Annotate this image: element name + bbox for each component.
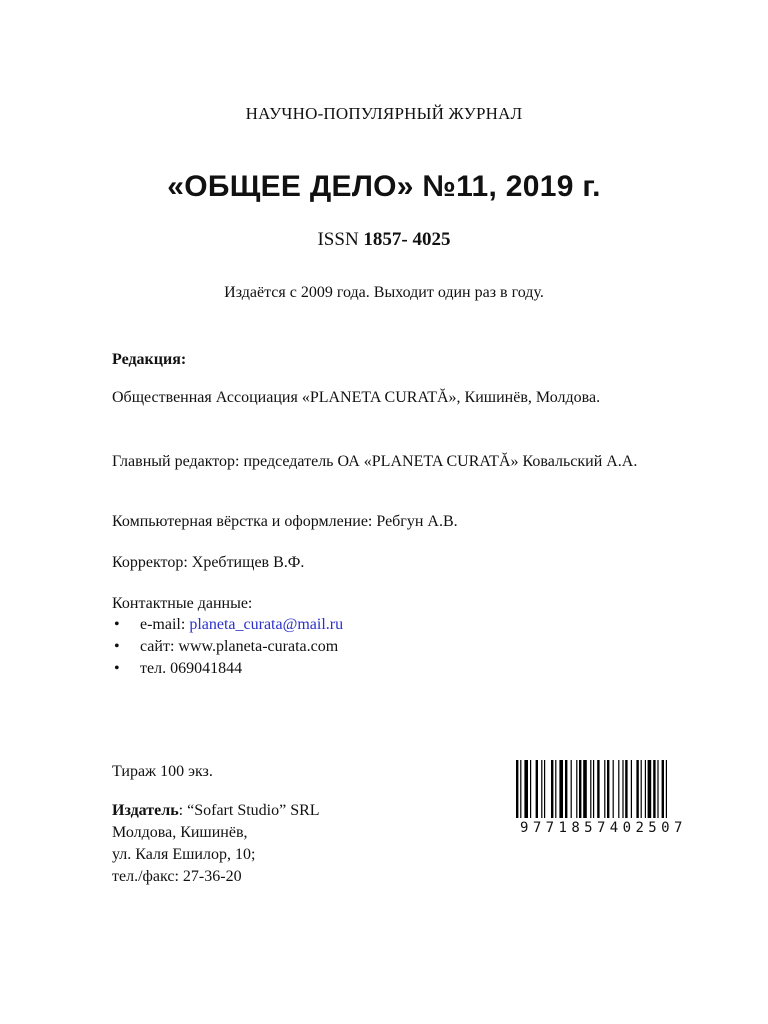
phone-value: 069041844 xyxy=(170,660,243,677)
publisher-street: ул. Каля Ешилор, 10; xyxy=(112,846,256,863)
association-text: Общественная Ассоциация «PLANETA CURATĂ», Кишинёв, Молдова. xyxy=(112,389,601,406)
phone-label: тел. xyxy=(140,660,167,677)
issn-label: ISSN xyxy=(317,229,359,250)
layout-value: Ребгун А.В. xyxy=(376,513,458,530)
chief-editor-label: Главный редактор: xyxy=(112,453,240,470)
issn-value: 1857- 4025 xyxy=(363,229,451,250)
publication-info: Издаётся с 2009 года. Выходит один раз в году. xyxy=(224,284,544,301)
publisher-value: : “Sofart Studio” SRL xyxy=(178,802,320,819)
corrector-value: Хребтищев В.Ф. xyxy=(191,554,305,571)
barcode-digits: 9771857402507 xyxy=(520,820,687,836)
contact-site xyxy=(112,636,343,658)
contacts-section xyxy=(112,594,343,680)
contact-phone xyxy=(112,658,343,680)
publisher-block xyxy=(112,800,320,888)
contact-email xyxy=(112,614,343,636)
chief-editor-value: председатель ОА «PLANETA CURATĂ» Ковальский А.А. xyxy=(243,453,638,470)
bullet-icon: • xyxy=(114,638,120,655)
corrector-label: Корректор: xyxy=(112,554,188,571)
site-label: сайт: xyxy=(140,638,175,655)
issn-line xyxy=(0,229,768,251)
corrector-credit xyxy=(112,553,304,573)
circulation-text: Тираж 100 экз. xyxy=(112,763,213,780)
site-link[interactable]: www.planeta-curata.com xyxy=(178,638,339,655)
chief-editor xyxy=(112,452,672,472)
publisher-label: Издатель xyxy=(112,802,179,819)
bullet-icon: • xyxy=(114,616,120,633)
contacts-list xyxy=(112,614,343,680)
editorial-heading: Редакция: xyxy=(112,351,187,368)
bullet-icon: • xyxy=(114,660,120,677)
email-link[interactable]: planeta_curata@mail.ru xyxy=(189,616,344,633)
email-label: e-mail: xyxy=(140,616,186,633)
publisher-fax: тел./факс: 27-36-20 xyxy=(112,868,242,885)
layout-credit xyxy=(112,512,458,532)
layout-label: Компьютерная вёрстка и оформление: xyxy=(112,513,373,530)
publisher-line xyxy=(112,800,320,822)
contacts-heading: Контактные данные: xyxy=(112,595,253,612)
publisher-city: Молдова, Кишинёв, xyxy=(112,824,248,841)
journal-title: «ОБЩЕЕ ДЕЛО» №11, 2019 г. xyxy=(167,170,601,203)
journal-kicker: НАУЧНО-ПОПУЛЯРНЫЙ ЖУРНАЛ xyxy=(245,104,523,123)
